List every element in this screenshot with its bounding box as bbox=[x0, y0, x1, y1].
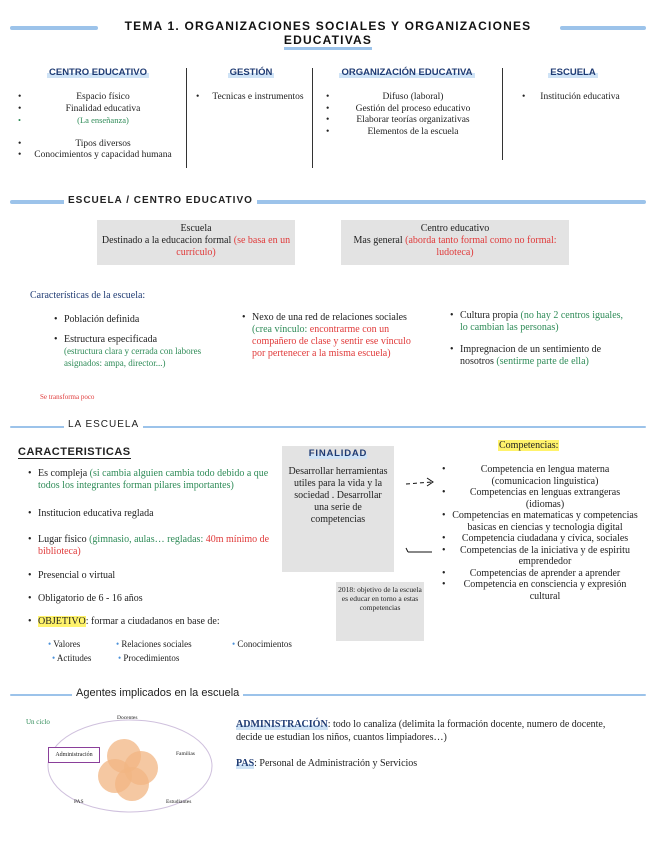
admin-box: Administración bbox=[48, 747, 100, 763]
list-item: • Gestión del proceso educativo bbox=[336, 104, 490, 116]
list-item: • Competencias en lenguas extrangeras (idiomas) bbox=[452, 487, 638, 510]
list-item: • Competencia en lengua materna (comunicacion linguistica) bbox=[452, 464, 638, 487]
pas-text: PAS: Personal de Administración y Servicios bbox=[236, 758, 418, 769]
list-item: • Relaciones sociales bbox=[116, 639, 192, 649]
char-heading: Características de la escuela: bbox=[30, 290, 146, 301]
label-pas: PAS bbox=[74, 799, 84, 805]
list-item: • Obligatorio de 6 - 16 años bbox=[38, 593, 276, 605]
box-escuela: Escuela Destinado a la educacion formal (se basa en un currículo) bbox=[97, 220, 295, 265]
list-item: • Competencia en consciencia y expresión cultural bbox=[452, 579, 638, 602]
list-item: • Finalidad educativa bbox=[28, 104, 178, 116]
label-estudiantes: Estudiantes bbox=[166, 799, 192, 805]
list-item: • Lugar fisico (gimnasio, aulas… regladas: 40m mínimo de biblioteca) bbox=[38, 534, 276, 558]
list-item: • Institución educativa bbox=[532, 92, 628, 104]
page-title: TEMA 1. ORGANIZACIONES SOCIALES Y ORGANIZACIONES EDUCATIVAS bbox=[100, 19, 556, 50]
section-heading: ESCUELA / CENTRO EDUCATIVO bbox=[64, 195, 257, 206]
agents-diagram bbox=[20, 712, 220, 822]
list-item: • Difuso (laboral) bbox=[336, 92, 490, 104]
list-item: • Valores bbox=[48, 639, 81, 649]
diagram-shapes bbox=[20, 712, 220, 822]
list-item: • Nexo de una red de relaciones sociales (crea vínculo: encontrarme con un compañero de clase y sentir ese vínculo por pertenecer a la misma escuela) bbox=[252, 312, 422, 360]
caracteristicas-list bbox=[38, 468, 276, 628]
list-item: • Espacio físico bbox=[28, 92, 178, 104]
comp-heading: Competencias: bbox=[499, 440, 559, 451]
char-list-3 bbox=[460, 310, 630, 368]
car-heading: CARACTERISTICAS bbox=[18, 446, 131, 458]
label-familias: Familias bbox=[176, 751, 195, 757]
title-rule-right bbox=[560, 26, 646, 30]
list-item: • Competencias de la iniciativa y de espiritu emprendedor bbox=[452, 545, 638, 568]
note-2018: 2018: objetivo de la escuela es educar en torno a estas competencias bbox=[336, 582, 424, 641]
list-item: • Conocimientos bbox=[232, 639, 292, 649]
list-item: • Tecnicas e instrumentos bbox=[206, 92, 310, 104]
list-item: • Elaborar teorías organizativas bbox=[336, 115, 490, 127]
list-item: • Competencia ciudadana y cívica, sociales bbox=[452, 533, 638, 545]
char-list-2 bbox=[252, 312, 422, 360]
list-item: • Cultura propia (no hay 2 centros iguales, lo cambian las personas) bbox=[460, 310, 630, 334]
column-organizacion: ORGANIZACIÓN EDUCATIVA • Difuso (laboral) • Gestión del proceso educativo • Elaborar teorías organizativas • Elementos de la escuela bbox=[318, 62, 496, 138]
box-centro-educativo: Centro educativo Mas general (aborda tanto formal como no formal: ludoteca) bbox=[341, 220, 569, 265]
small-note: Se transforma poco bbox=[40, 393, 95, 401]
list-item: • OBJETIVO: formar a ciudadanos en base de: bbox=[38, 616, 276, 628]
label-docentes: Docentes bbox=[117, 715, 138, 721]
column-gestion: GESTIÓN • Tecnicas e instrumentos bbox=[192, 62, 310, 104]
divider bbox=[312, 68, 313, 168]
list-item: • Institucion educativa reglada bbox=[38, 508, 276, 520]
divider bbox=[186, 68, 187, 168]
competencias-list bbox=[452, 464, 638, 602]
list-item: • Procedimientos bbox=[118, 653, 180, 663]
column-centro-educativo: CENTRO EDUCATIVO • Espacio físico • Finalidad educativa • (La enseñanza) • Tipos diversos • Conocimientos y capacidad humana bbox=[18, 62, 178, 162]
list-item: • Población definida bbox=[64, 314, 232, 326]
list-item: • Impregnacion de un sentimiento de nosotros (sentirme parte de ella) bbox=[460, 344, 630, 368]
list-item: • Competencias en matematicas y competencias basicas en ciencias y tecnologia digital bbox=[452, 510, 638, 533]
list-item: • Competencias de aprender a aprender bbox=[452, 568, 638, 580]
title-rule-left bbox=[10, 26, 98, 30]
char-list-1 bbox=[64, 314, 232, 370]
list-item: • Conocimientos y capacidad humana bbox=[28, 150, 178, 162]
section-heading: LA ESCUELA bbox=[64, 419, 143, 430]
list-item: • Presencial o virtual bbox=[38, 570, 276, 582]
column-escuela: ESCUELA • Institución educativa bbox=[508, 62, 638, 104]
arrows bbox=[404, 474, 438, 560]
divider bbox=[502, 68, 503, 160]
list-item: • Estructura especificada (estructura clara y cerrada con labores asignados: ampa, director...) bbox=[64, 334, 232, 370]
section-heading: Agentes implicados en la escuela bbox=[72, 687, 243, 699]
note: • (La enseñanza) bbox=[28, 115, 178, 127]
finalidad-box: FINALIDAD Desarrollar herramientas utiles para la vida y la sociedad . Desarrollar una serie de competencias bbox=[282, 446, 394, 572]
cycle-label: Un ciclo bbox=[26, 718, 50, 726]
list-item: • Actitudes bbox=[52, 653, 92, 663]
list-item: • Tipos diversos bbox=[28, 139, 178, 151]
list-item: • Es compleja (si cambia alguien cambia todo debido a que todos los integrantes forman pilares importantes) bbox=[38, 468, 276, 492]
admin-text: ADMINISTRACIÓN: todo lo canaliza (delimita la formación docente, numero de docente, decide ue estudian los niños, cuantos limpiadores…) bbox=[236, 719, 606, 743]
list-item: • Elementos de la escuela bbox=[336, 127, 490, 139]
